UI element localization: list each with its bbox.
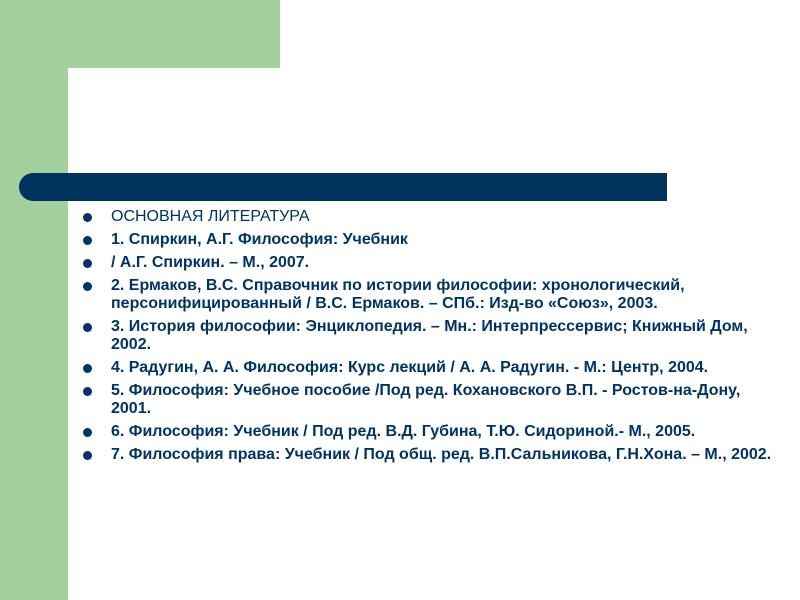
left-green-strip <box>0 0 68 600</box>
list-item <box>80 254 780 272</box>
list-item-text: 3. История философии: Энциклопедия. – Мн.: Интерпрессервис; Книжный Дом, 2002. <box>111 318 748 353</box>
title-bar-decoration <box>19 173 667 201</box>
bullet-icon <box>83 282 92 291</box>
list-item <box>80 382 780 418</box>
bullet-icon <box>83 387 92 396</box>
list-item-text: 5. Философия: Учебное пособие /Под ред. Кохановского В.П. - Ростов-на-Дону, 2001. <box>111 382 741 417</box>
list-item-text: 1. Спиркин, А.Г. Философия: Учебник <box>111 231 408 248</box>
list-item-text: ОСНОВНАЯ ЛИТЕРАТУРА <box>111 208 310 225</box>
bullet-icon <box>83 451 92 460</box>
bullet-icon <box>83 323 92 332</box>
top-green-block <box>0 0 280 68</box>
list-item-heading <box>80 208 780 226</box>
literature-list <box>80 208 780 469</box>
bullet-icon <box>83 213 92 222</box>
bullet-icon <box>83 236 92 245</box>
bullet-icon <box>83 428 92 437</box>
list-item-text: / А.Г. Спиркин. – М., 2007. <box>111 254 310 271</box>
bullet-icon <box>83 364 92 373</box>
bullet-icon <box>83 259 92 268</box>
list-item <box>80 446 780 464</box>
list-item <box>80 423 780 441</box>
list-item-text: 2. Ермаков, В.С. Справочник по истории философии: хронологический, персонифицированный / В.С. Ермаков. – СПб.: Изд-во «Союз», 2003. <box>111 277 685 312</box>
list-item <box>80 231 780 249</box>
list-item-text: 4. Радугин, А. А. Философия: Курс лекций / А. А. Радугин. - М.: Центр, 2004. <box>111 359 709 376</box>
list-item <box>80 277 780 313</box>
list-item-text: 6. Философия: Учебник / Под ред. В.Д. Губина, Т.Ю. Сидориной.- М., 2005. <box>111 423 696 440</box>
list-item-text: 7. Философия права: Учебник / Под общ. ред. В.П.Сальникова, Г.Н.Хона. – М., 2002. <box>111 446 772 463</box>
list-item <box>80 318 780 354</box>
list-item <box>80 359 780 377</box>
